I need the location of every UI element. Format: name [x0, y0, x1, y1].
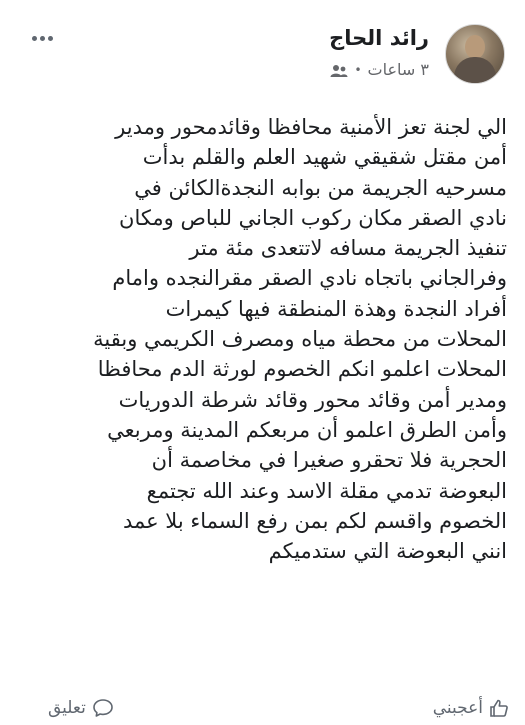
- thumbs-up-icon: [489, 698, 509, 718]
- post-time[interactable]: ٣ ساعات: [367, 60, 429, 79]
- post-actions-bar: [0, 690, 525, 725]
- author-avatar[interactable]: [445, 24, 505, 84]
- like-button[interactable]: [433, 698, 509, 718]
- post-header: [18, 18, 505, 82]
- like-label: أعجبني: [432, 697, 483, 718]
- comment-button[interactable]: [48, 698, 114, 718]
- avatar-shoulders: [454, 57, 496, 84]
- comment-icon: [92, 698, 114, 718]
- post-body: الي لجنة تعز الأمنية محافظا وقائدمحور ومدير أمن مقتل شقيقي شهيد العلم والقلم بدأت مسرحيه الجريمة من بوابه النجدةالكائن في نادي الصقر مكان ركوب الجاني للباص ومكان تنفيذ الجريمة مسافه لاتتعدى مئة متر وفرالجاني باتجاه نادي الصقر مقرالنجده وامام أفراد النجدة وهذة المنطقة فيها كيمرات المحلات من محطة مياه ومصرف الكريمي وبقية المحلات اعلمو انكم الخصوم لورثة الدم محافظا ومدير أمن وقائد محور وقائد شرطة الدوريات وأمن الطرق اعلمو أن مربعكم المدينة ومربعي الحجرية فلا تحقرو صغيرا في مخاصمة أن البعوضة تدمي مقلة الاسد وعند الله تجتمع الخصوم واقسم لكم بمن رفع السماء بلا عمد انني البعوضة التي ستدميكم: [93, 115, 507, 564]
- comment-label: تعليق: [48, 697, 86, 718]
- author-name[interactable]: رائد الحاج: [329, 26, 429, 50]
- friends-icon: [330, 63, 348, 77]
- avatar-face: [465, 35, 485, 59]
- more-options-icon[interactable]: [26, 28, 58, 48]
- post-meta: [330, 60, 429, 79]
- meta-separator: •: [354, 62, 362, 77]
